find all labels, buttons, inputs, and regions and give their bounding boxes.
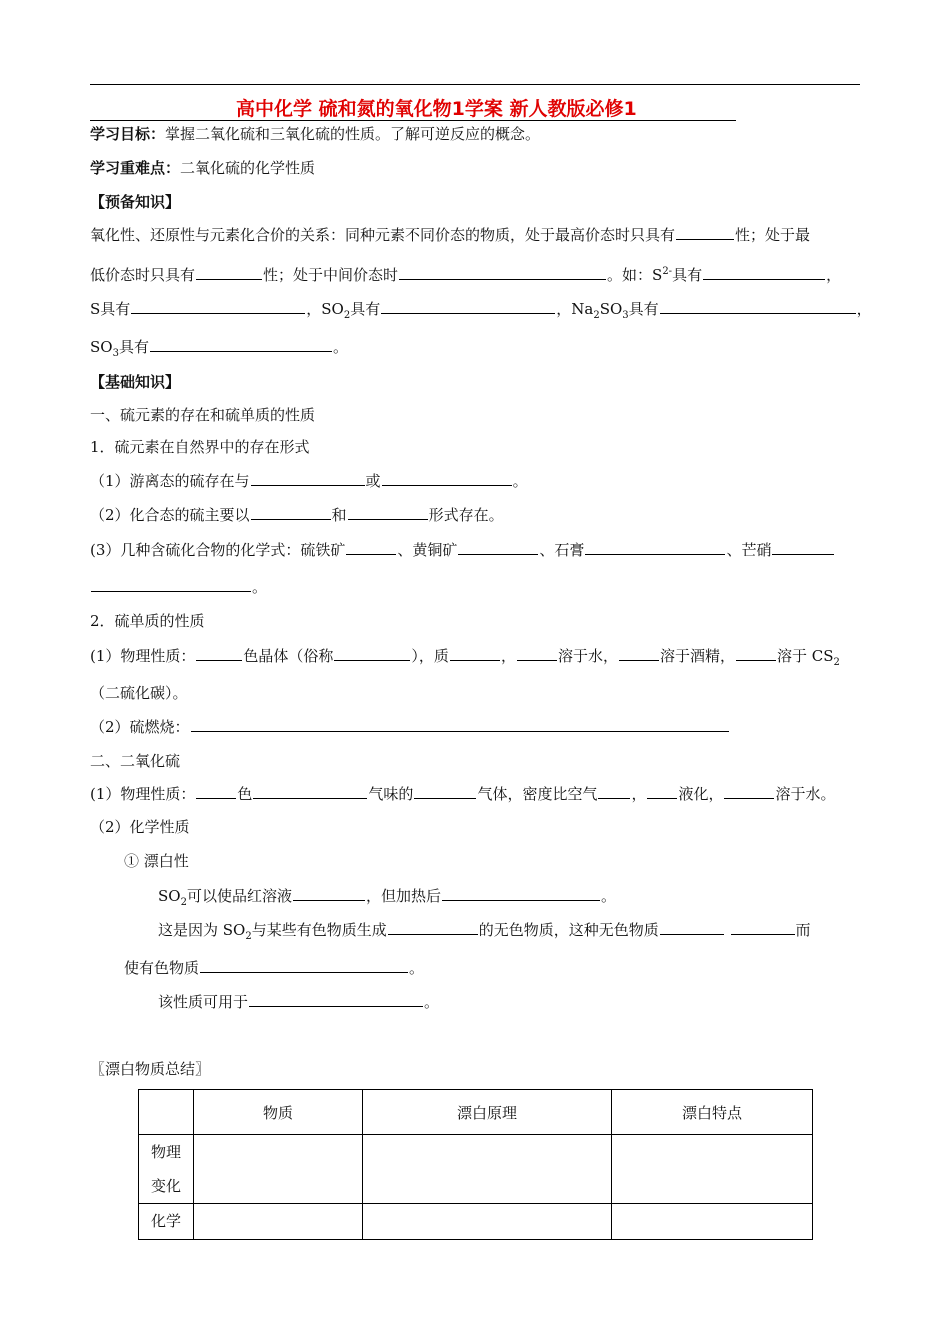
blank[interactable] (703, 265, 825, 280)
table-cell[interactable] (363, 1135, 612, 1204)
table-cell[interactable] (612, 1135, 813, 1204)
blank[interactable] (150, 337, 332, 352)
table-header-cell: 漂白原理 (363, 1090, 612, 1135)
blank[interactable] (647, 784, 677, 799)
bleach-line-3: 使有色物质 。 (124, 959, 425, 977)
blank[interactable] (458, 540, 538, 555)
table-cell[interactable] (612, 1204, 813, 1240)
prep-line-2: 低价态时只具有 性；处于中间价态时 。如：$S^{2-}$具有 ， (90, 266, 842, 284)
blank[interactable] (251, 471, 365, 486)
blank[interactable] (196, 265, 262, 280)
blank[interactable] (348, 505, 428, 520)
bleach-line-1: $SO_2$可以使品红溶液 ，但加热后 。 (158, 887, 616, 908)
blank[interactable] (724, 784, 774, 799)
blank[interactable] (191, 717, 729, 732)
blank[interactable] (598, 784, 630, 799)
item-1-2-1-cont: （二硫化碳）。 (90, 684, 188, 702)
item-1-2-1: (1）物理性质： 色晶体（俗称 ），质 ， 溶于水， 溶于酒精， 溶于 $CS_2$ (90, 647, 840, 668)
key-points-label: 学习重难点： (90, 159, 181, 177)
basic-header: 【基础知识】 (90, 373, 181, 391)
blank[interactable] (346, 540, 396, 555)
key-points-text: 二氧化硫的化学性质 (180, 159, 316, 177)
item-1-1-1: （1）游离态的硫存在与 或 。 (90, 472, 528, 490)
bleach-line-2: 这是因为 $SO_2$与某些有色物质生成 的无色物质，这种无色物质 而 (158, 921, 811, 942)
top-rule (90, 84, 860, 85)
blank[interactable] (517, 646, 557, 661)
page-title: 高中化学 硫和氮的氧化物1学案 新人教版必修1 (236, 98, 637, 120)
title-underline (90, 120, 736, 121)
blank[interactable] (249, 992, 423, 1007)
blank[interactable] (676, 225, 734, 240)
table-row (139, 1135, 813, 1204)
blank[interactable] (251, 505, 331, 520)
item-1-1-3: (3）几种含硫化合物的化学式：硫铁矿 、黄铜矿 、石膏 、芒硝 (90, 540, 835, 560)
row-label-physical: 物理 变化 (139, 1135, 194, 1204)
table-cell[interactable] (363, 1204, 612, 1240)
bleach-summary-table (138, 1089, 813, 1240)
prep-line-3: S具有 ，$SO_2$具有 ，$Na_2SO_3$具有 ， (90, 300, 872, 321)
table-header-cell: 物质 (194, 1090, 363, 1135)
prep-line-4: $SO_3$具有 。 (90, 338, 348, 359)
blank[interactable] (585, 540, 725, 555)
blank[interactable] (388, 920, 478, 935)
blank[interactable] (660, 299, 856, 314)
blank[interactable] (293, 886, 365, 901)
item-1-1-2: （2）化合态的硫主要以 和 形式存在。 (90, 506, 504, 524)
prep-line-1: 氧化性、还原性与元素化合价的关系：同种元素不同价态的物质，处于最高价态时只具有 性；处于最 (90, 226, 811, 244)
blank[interactable] (196, 646, 242, 661)
blank[interactable] (731, 920, 795, 935)
blank[interactable] (736, 646, 776, 661)
subsection-1-2: 2．硫单质的性质 (90, 612, 205, 630)
blank[interactable] (381, 299, 555, 314)
section-1-title: 一、硫元素的存在和硫单质的性质 (90, 406, 316, 424)
table-header-row (139, 1090, 813, 1135)
blank[interactable] (442, 886, 600, 901)
table-header-cell: 漂白特点 (612, 1090, 813, 1135)
blank[interactable] (253, 784, 367, 799)
bleach-heading: ① 漂白性 (124, 852, 189, 870)
table-row (139, 1204, 813, 1240)
section-2-title: 二、二氧化硫 (90, 752, 181, 770)
goals-text: 掌握二氧化硫和三氧化硫的性质。了解可逆反应的概念。 (165, 125, 541, 143)
item-1-2-2: （2）硫燃烧： (90, 717, 730, 737)
item-2-1: (1）物理性质： 色 气味的 气体，密度比空气 ， 液化， 溶于水。 (90, 785, 836, 803)
blank[interactable] (382, 471, 512, 486)
item-1-1-3-cont: 。 (90, 577, 267, 597)
blank[interactable] (334, 646, 410, 661)
learning-goals (90, 124, 540, 144)
blank[interactable] (772, 540, 834, 555)
prep-header: 【预备知识】 (90, 193, 181, 211)
blank[interactable] (660, 920, 724, 935)
key-points (90, 158, 315, 178)
blank[interactable] (200, 958, 408, 973)
table-cell[interactable] (194, 1135, 363, 1204)
blank[interactable] (414, 784, 476, 799)
blank[interactable] (196, 784, 236, 799)
row-label-chemical: 化学 (139, 1204, 194, 1240)
subsection-1-1: 1．硫元素在自然界中的存在形式 (90, 438, 310, 456)
blank[interactable] (450, 646, 500, 661)
bleach-line-4: 该性质可用于 。 (158, 993, 440, 1011)
item-2-2: （2）化学性质 (90, 818, 190, 836)
summary-label: 〖漂白物质总结〗 (90, 1060, 211, 1078)
blank[interactable] (399, 265, 606, 280)
blank[interactable] (91, 577, 251, 592)
blank[interactable] (131, 299, 305, 314)
table-corner-cell (139, 1090, 194, 1135)
goals-label: 学习目标： (90, 125, 166, 143)
table-cell[interactable] (194, 1204, 363, 1240)
blank[interactable] (619, 646, 659, 661)
